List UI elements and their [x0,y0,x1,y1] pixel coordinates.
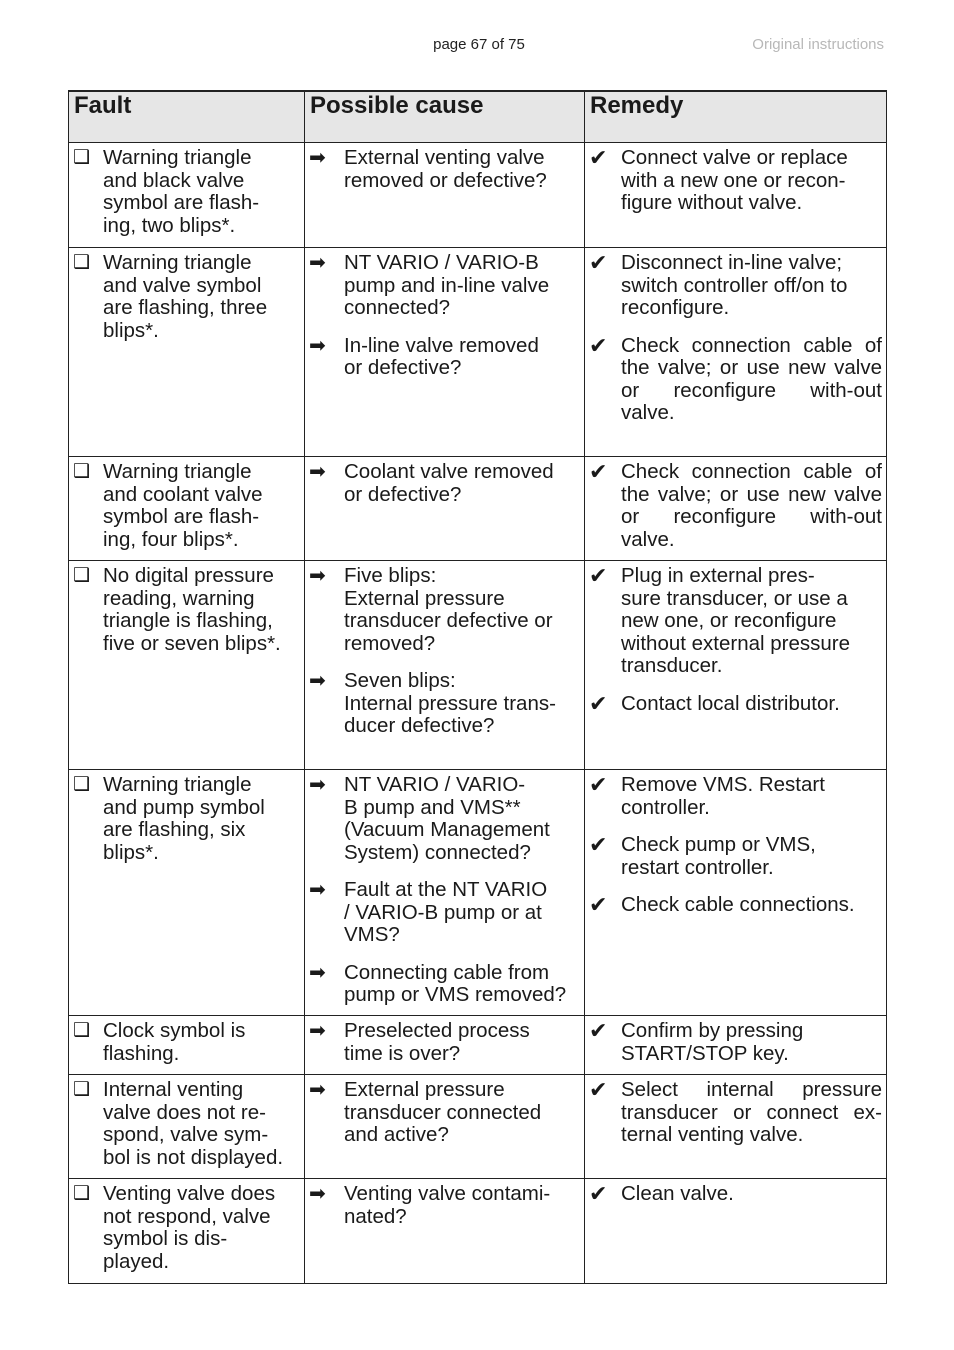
fault-text: Venting valve does not respond, valve symbol is dis- played. [103,1182,276,1273]
fault-cell [69,1179,305,1284]
cause-cell [305,1016,585,1075]
cause-cell [305,770,585,1016]
remedy-cell [585,770,887,1016]
remedy-text: Disconnect in-line valve; switch controller off/on to reconfigure. [621,251,848,319]
check-mark-icon: ✔ [589,250,608,275]
arrow-right-icon: ➡ [309,1020,326,1042]
remedy-cell [585,561,887,770]
cause-entry [309,774,580,864]
check-mark-icon: ✔ [589,1018,608,1043]
arrow-right-icon: ➡ [309,461,326,483]
remedy-text: Contact local distributor. [621,691,840,715]
table-row [69,1016,887,1075]
arrow-right-icon: ➡ [309,1183,326,1205]
check-mark-icon: ✔ [589,832,608,857]
fault-entry [73,1079,300,1169]
cause-entry [309,1183,580,1228]
fault-text: Warning triangle and valve symbol are flashing, three blips*. [103,251,268,342]
fault-cell [69,143,305,248]
cause-text: Preselected process time is over? [344,1019,530,1065]
checkbox-square-icon: ❑ [73,565,91,586]
remedy-cell [585,457,887,561]
remedy-text: Plug in external pres- sure transducer, or use a new one, or reconfigure without external pressure transducer. [621,564,851,677]
table-row [69,561,887,770]
remedy-entry [589,894,882,917]
fault-entry [73,147,300,237]
remedy-text: Check connection cable of the valve; or use new valve or reconfigure with-out valve. [621,460,882,551]
cause-text: External pressure transducer connected and active? [344,1078,542,1146]
fault-cell [69,561,305,770]
fault-text: Internal venting valve does not re- spond, valve sym- bol is not displayed. [103,1078,284,1169]
remedy-entry [589,834,882,879]
cause-cell [305,457,585,561]
checkbox-square-icon: ❑ [73,147,91,168]
checkbox-square-icon: ❑ [73,461,91,482]
table-row [69,248,887,457]
remedy-entry [589,774,882,819]
table-row [69,1179,887,1284]
cause-entry [309,670,580,738]
check-mark-icon: ✔ [589,1181,608,1206]
remedy-cell [585,248,887,457]
fault-entry [73,1183,300,1273]
fault-table [68,90,887,1284]
check-mark-icon: ✔ [589,772,608,797]
page-number: page 67 of 75 [433,36,525,53]
fault-text: Warning triangle and black valve symbol are flash- ing, two blips*. [103,146,260,237]
table-row [69,457,887,561]
arrow-right-icon: ➡ [309,961,326,984]
remedy-text: Select internal pressure transducer or connect ex-ternal venting valve. [621,1078,882,1146]
cause-cell [305,248,585,457]
remedy-entry [589,147,882,215]
check-mark-icon: ✔ [589,892,608,917]
cause-text: Fault at the NT VARIO / VARIO-B pump or at VMS? [344,878,548,946]
fault-text: No digital pressure reading, warning triangle is flashing, five or seven blips*. [103,564,281,655]
remedy-entry [589,332,882,425]
document-label: Original instructions [752,36,884,53]
fault-cell [69,457,305,561]
table-row [69,770,887,1016]
check-mark-icon: ✔ [589,332,608,358]
column-header-fault: Fault [69,91,305,143]
cause-entry [309,962,580,1007]
remedy-text: Remove VMS. Restart controller. [621,773,825,819]
checkbox-square-icon: ❑ [73,1183,91,1204]
checkbox-square-icon: ❑ [73,774,91,795]
cause-text: Five blips: External pressure transducer defective or removed? [344,564,553,655]
checkbox-square-icon: ❑ [73,1020,91,1041]
cause-cell [305,1075,585,1179]
cause-entry [309,1079,580,1147]
remedy-cell [585,1075,887,1179]
cause-cell [305,561,585,770]
remedy-text: Confirm by pressing START/STOP key. [621,1019,804,1065]
column-header-cause: Possible cause [305,91,585,143]
arrow-right-icon: ➡ [309,334,326,357]
cause-text: NT VARIO / VARIO-B pump and in-line valve connected? [344,251,550,319]
fault-text: Warning triangle and pump symbol are flashing, six blips*. [103,773,265,864]
remedy-cell [585,1016,887,1075]
remedy-text: Connect valve or replace with a new one or recon- figure without valve. [621,146,848,214]
arrow-right-icon: ➡ [309,879,326,901]
remedy-entry [589,1020,882,1065]
table-header-row [69,91,887,143]
cause-text: Coolant valve removed or defective? [344,460,554,506]
cause-entry [309,461,580,506]
cause-text: In-line valve removed or defective? [344,333,539,379]
cause-entry [309,147,580,192]
check-mark-icon: ✔ [589,690,608,716]
cause-text: Venting valve contami- nated? [344,1182,551,1228]
column-header-remedy: Remedy [585,91,887,143]
cause-cell [305,143,585,248]
remedy-cell [585,1179,887,1284]
table-row [69,1075,887,1179]
remedy-text: Clean valve. [621,1182,734,1205]
arrow-right-icon: ➡ [309,1079,326,1101]
remedy-entry [589,1079,882,1147]
fault-cell [69,1016,305,1075]
remedy-entry [589,252,882,320]
cause-entry [309,1020,580,1065]
fault-text: Warning triangle and coolant valve symbol are flash- ing, four blips*. [103,460,263,551]
cause-entry [309,252,580,320]
check-mark-icon: ✔ [589,145,608,170]
cause-text: NT VARIO / VARIO- B pump and VMS** (Vacuum Management System) connected? [344,773,550,864]
fault-entry [73,565,300,655]
fault-entry [73,1020,300,1065]
remedy-entry [589,565,882,678]
cause-text: Seven blips: Internal pressure trans- ducer defective? [344,669,556,737]
fault-entry [73,252,300,342]
remedy-text: Check cable connections. [621,893,855,916]
arrow-right-icon: ➡ [309,774,326,796]
cause-text: External venting valve removed or defective? [344,146,547,192]
checkbox-square-icon: ❑ [73,1079,91,1100]
fault-cell [69,248,305,457]
table-row [69,143,887,248]
check-mark-icon: ✔ [589,563,608,588]
fault-entry [73,774,300,864]
remedy-text: Check connection cable of the valve; or use new valve or reconfigure with-out valve. [621,333,882,424]
remedy-entry [589,461,882,551]
arrow-right-icon: ➡ [309,252,326,274]
remedy-entry [589,690,882,716]
checkbox-square-icon: ❑ [73,252,91,273]
cause-cell [305,1179,585,1284]
fault-text: Clock symbol is flashing. [103,1019,246,1065]
check-mark-icon: ✔ [589,459,608,484]
cause-entry [309,565,580,655]
check-mark-icon: ✔ [589,1077,608,1102]
cause-text: Connecting cable from pump or VMS removed? [344,960,567,1006]
remedy-text: Check pump or VMS, restart controller. [621,833,816,879]
remedy-cell [585,143,887,248]
fault-cell [69,1075,305,1179]
fault-cell [69,770,305,1016]
cause-entry [309,879,580,947]
fault-entry [73,461,300,551]
arrow-right-icon: ➡ [309,565,326,587]
remedy-entry [589,1183,882,1206]
arrow-right-icon: ➡ [309,670,326,692]
cause-entry [309,335,580,380]
arrow-right-icon: ➡ [309,147,326,169]
